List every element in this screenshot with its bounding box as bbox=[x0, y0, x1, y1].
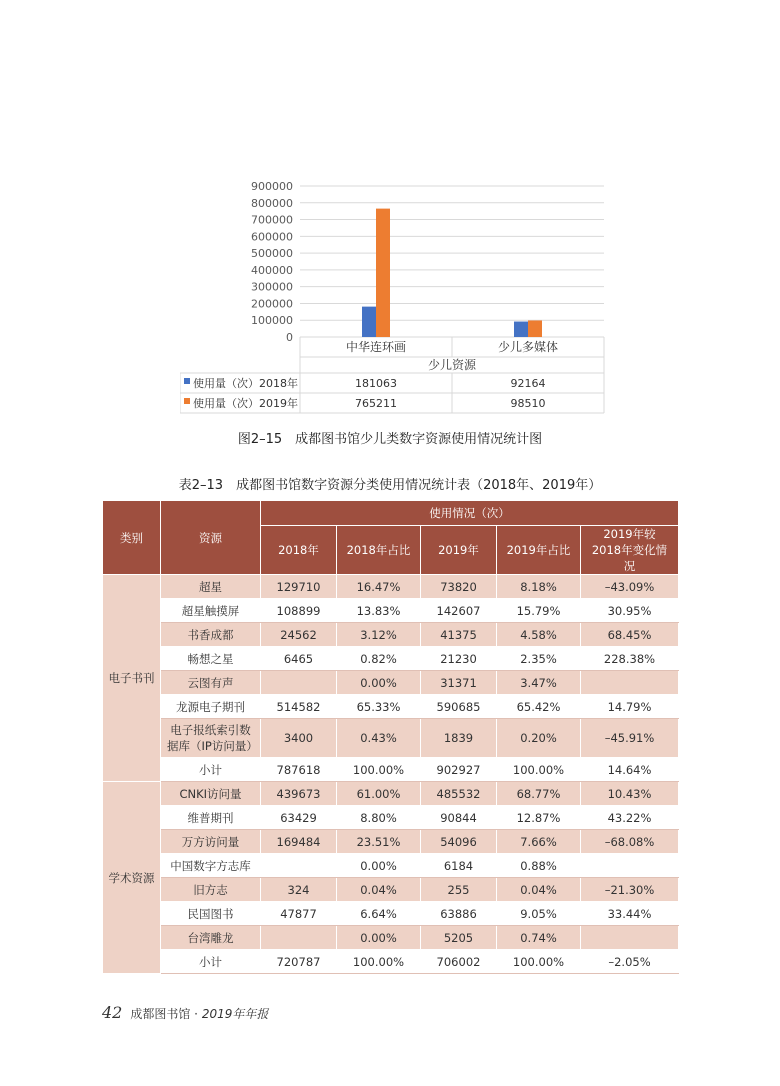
value-cell: 6184 bbox=[421, 854, 497, 878]
value-cell: 0.82% bbox=[337, 647, 421, 671]
value-cell: 3.47% bbox=[497, 671, 581, 695]
table-row bbox=[103, 623, 679, 647]
value-cell: 33.44% bbox=[581, 902, 679, 926]
y-tick-label: 400000 bbox=[251, 263, 293, 277]
x-axis-label: 少儿资源 bbox=[427, 358, 477, 372]
table-row bbox=[103, 878, 679, 902]
table-row bbox=[103, 950, 679, 974]
value-cell: 0.88% bbox=[497, 854, 581, 878]
table-row bbox=[103, 599, 679, 623]
table-row bbox=[103, 782, 679, 806]
value-cell: 108899 bbox=[261, 599, 337, 623]
value-cell: 100.00% bbox=[337, 758, 421, 782]
value-cell: 787618 bbox=[261, 758, 337, 782]
table-row bbox=[103, 671, 679, 695]
value-cell: 47877 bbox=[261, 902, 337, 926]
value-cell: 2.35% bbox=[497, 647, 581, 671]
y-tick-label: 900000 bbox=[251, 180, 293, 193]
category-cell: 电子书刊 bbox=[103, 575, 161, 782]
header-col: 2019年较2018年变化情况 bbox=[581, 526, 679, 575]
value-cell: 142607 bbox=[421, 599, 497, 623]
bar-2018 bbox=[362, 307, 376, 337]
value-cell: –45.91% bbox=[581, 719, 679, 758]
value-cell: –68.08% bbox=[581, 830, 679, 854]
y-tick-label: 200000 bbox=[251, 297, 293, 311]
value-cell: 1839 bbox=[421, 719, 497, 758]
value-cell: 68.77% bbox=[497, 782, 581, 806]
y-tick-label: 0 bbox=[286, 331, 293, 344]
data-table-value: 92164 bbox=[510, 377, 546, 390]
value-cell: 90844 bbox=[421, 806, 497, 830]
value-cell: 54096 bbox=[421, 830, 497, 854]
value-cell: 9.05% bbox=[497, 902, 581, 926]
value-cell: 10.43% bbox=[581, 782, 679, 806]
value-cell: 14.79% bbox=[581, 695, 679, 719]
header-category: 类别 bbox=[103, 501, 161, 575]
value-cell: 0.04% bbox=[497, 878, 581, 902]
legend-swatch bbox=[184, 378, 190, 384]
value-cell: 24562 bbox=[261, 623, 337, 647]
legend-label: 使用量（次）2018年 bbox=[193, 377, 298, 390]
y-tick-label: 100000 bbox=[251, 314, 293, 328]
footer-report: 2019年年报 bbox=[201, 1007, 269, 1021]
value-cell: 590685 bbox=[421, 695, 497, 719]
table-row bbox=[103, 695, 679, 719]
header-col: 2019年 bbox=[421, 526, 497, 575]
value-cell: –43.09% bbox=[581, 575, 679, 599]
value-cell: 15.79% bbox=[497, 599, 581, 623]
page-footer bbox=[102, 1003, 268, 1022]
value-cell: 41375 bbox=[421, 623, 497, 647]
value-cell: 0.00% bbox=[337, 671, 421, 695]
table-caption: 表2–13 成都图书馆数字资源分类使用情况统计表（2018年、2019年） bbox=[178, 478, 602, 493]
value-cell: 6.64% bbox=[337, 902, 421, 926]
resource-name-cell: CNKI访问量 bbox=[161, 782, 261, 806]
resource-name-cell: 小计 bbox=[161, 950, 261, 974]
resource-name-cell: 维普期刊 bbox=[161, 806, 261, 830]
y-tick-label: 700000 bbox=[251, 213, 293, 227]
value-cell: 0.04% bbox=[337, 878, 421, 902]
value-cell: 514582 bbox=[261, 695, 337, 719]
value-cell: 61.00% bbox=[337, 782, 421, 806]
value-cell: 5205 bbox=[421, 926, 497, 950]
value-cell bbox=[581, 854, 679, 878]
value-cell: 30.95% bbox=[581, 599, 679, 623]
footer-org: 成都图书馆 · bbox=[130, 1007, 202, 1021]
value-cell: 0.00% bbox=[337, 926, 421, 950]
y-tick-label: 800000 bbox=[251, 196, 293, 210]
data-table-value: 765211 bbox=[355, 397, 397, 410]
value-cell: 485532 bbox=[421, 782, 497, 806]
value-cell: 100.00% bbox=[337, 950, 421, 974]
value-cell: 65.42% bbox=[497, 695, 581, 719]
table-row bbox=[103, 902, 679, 926]
value-cell: 0.00% bbox=[337, 854, 421, 878]
resource-name-cell: 龙源电子期刊 bbox=[161, 695, 261, 719]
value-cell: 3400 bbox=[261, 719, 337, 758]
value-cell: 63429 bbox=[261, 806, 337, 830]
category-cell: 学术资源 bbox=[103, 782, 161, 974]
value-cell bbox=[261, 671, 337, 695]
table-row bbox=[103, 926, 679, 950]
value-cell: 31371 bbox=[421, 671, 497, 695]
value-cell: 43.22% bbox=[581, 806, 679, 830]
value-cell: 73820 bbox=[421, 575, 497, 599]
table-body bbox=[103, 575, 679, 974]
resource-name-cell: 小计 bbox=[161, 758, 261, 782]
resource-name-cell: 超星 bbox=[161, 575, 261, 599]
value-cell: 324 bbox=[261, 878, 337, 902]
value-cell: 65.33% bbox=[337, 695, 421, 719]
header-usage-group: 使用情况（次） bbox=[261, 501, 679, 526]
resource-name-cell: 书香成都 bbox=[161, 623, 261, 647]
y-tick-label: 500000 bbox=[251, 247, 293, 261]
value-cell: 0.20% bbox=[497, 719, 581, 758]
value-cell: 23.51% bbox=[337, 830, 421, 854]
value-cell: 0.43% bbox=[337, 719, 421, 758]
header-col: 2019年占比 bbox=[497, 526, 581, 575]
value-cell bbox=[261, 926, 337, 950]
resource-name-cell: 云图有声 bbox=[161, 671, 261, 695]
legend-swatch bbox=[184, 398, 190, 404]
value-cell bbox=[581, 671, 679, 695]
table-row bbox=[103, 854, 679, 878]
resource-usage-table bbox=[102, 500, 679, 974]
table-row bbox=[103, 575, 679, 599]
value-cell: 169484 bbox=[261, 830, 337, 854]
bar-2018 bbox=[514, 322, 528, 337]
bar-2019 bbox=[376, 209, 390, 337]
value-cell: 902927 bbox=[421, 758, 497, 782]
value-cell: 13.83% bbox=[337, 599, 421, 623]
value-cell: 8.80% bbox=[337, 806, 421, 830]
value-cell bbox=[261, 854, 337, 878]
value-cell: 21230 bbox=[421, 647, 497, 671]
value-cell: 14.64% bbox=[581, 758, 679, 782]
usage-chart bbox=[180, 176, 610, 416]
value-cell: –21.30% bbox=[581, 878, 679, 902]
resource-name-cell: 台湾雕龙 bbox=[161, 926, 261, 950]
table-row bbox=[103, 647, 679, 671]
value-cell: 68.45% bbox=[581, 623, 679, 647]
value-cell: 7.66% bbox=[497, 830, 581, 854]
value-cell: 255 bbox=[421, 878, 497, 902]
resource-name-cell: 中国数字方志库 bbox=[161, 854, 261, 878]
resource-name-cell: 旧方志 bbox=[161, 878, 261, 902]
table-row bbox=[103, 719, 679, 758]
resource-name-cell: 超星触摸屏 bbox=[161, 599, 261, 623]
legend-label: 使用量（次）2019年 bbox=[193, 397, 298, 410]
value-cell: 12.87% bbox=[497, 806, 581, 830]
value-cell: 3.12% bbox=[337, 623, 421, 647]
figure-caption: 图2–15 成都图书馆少儿类数字资源使用情况统计图 bbox=[237, 432, 543, 447]
value-cell: 4.58% bbox=[497, 623, 581, 647]
value-cell: 706002 bbox=[421, 950, 497, 974]
bar-chart-svg bbox=[180, 176, 610, 416]
value-cell: 100.00% bbox=[497, 950, 581, 974]
data-table-value: 98510 bbox=[510, 397, 546, 410]
y-tick-label: 600000 bbox=[251, 230, 293, 244]
data-table-value: 181063 bbox=[355, 377, 397, 390]
value-cell: –2.05% bbox=[581, 950, 679, 974]
value-cell: 6465 bbox=[261, 647, 337, 671]
resource-name-cell: 电子报纸索引数据库（IP访问量） bbox=[161, 719, 261, 758]
category-label: 中华连环画 bbox=[345, 340, 407, 354]
value-cell: 8.18% bbox=[497, 575, 581, 599]
resource-name-cell: 民国图书 bbox=[161, 902, 261, 926]
category-label: 少儿多媒体 bbox=[497, 340, 559, 354]
resource-name-cell: 畅想之星 bbox=[161, 647, 261, 671]
table-row bbox=[103, 758, 679, 782]
table-row bbox=[103, 806, 679, 830]
value-cell: 439673 bbox=[261, 782, 337, 806]
page-number: 42 bbox=[102, 1003, 123, 1022]
value-cell: 720787 bbox=[261, 950, 337, 974]
table-row bbox=[103, 830, 679, 854]
value-cell: 100.00% bbox=[497, 758, 581, 782]
header-col: 2018年占比 bbox=[337, 526, 421, 575]
bar-2019 bbox=[528, 320, 542, 337]
value-cell bbox=[581, 926, 679, 950]
value-cell: 129710 bbox=[261, 575, 337, 599]
header-resource: 资源 bbox=[161, 501, 261, 575]
value-cell: 0.74% bbox=[497, 926, 581, 950]
resource-name-cell: 万方访问量 bbox=[161, 830, 261, 854]
value-cell: 63886 bbox=[421, 902, 497, 926]
y-tick-label: 300000 bbox=[251, 280, 293, 294]
value-cell: 228.38% bbox=[581, 647, 679, 671]
value-cell: 16.47% bbox=[337, 575, 421, 599]
header-col: 2018年 bbox=[261, 526, 337, 575]
